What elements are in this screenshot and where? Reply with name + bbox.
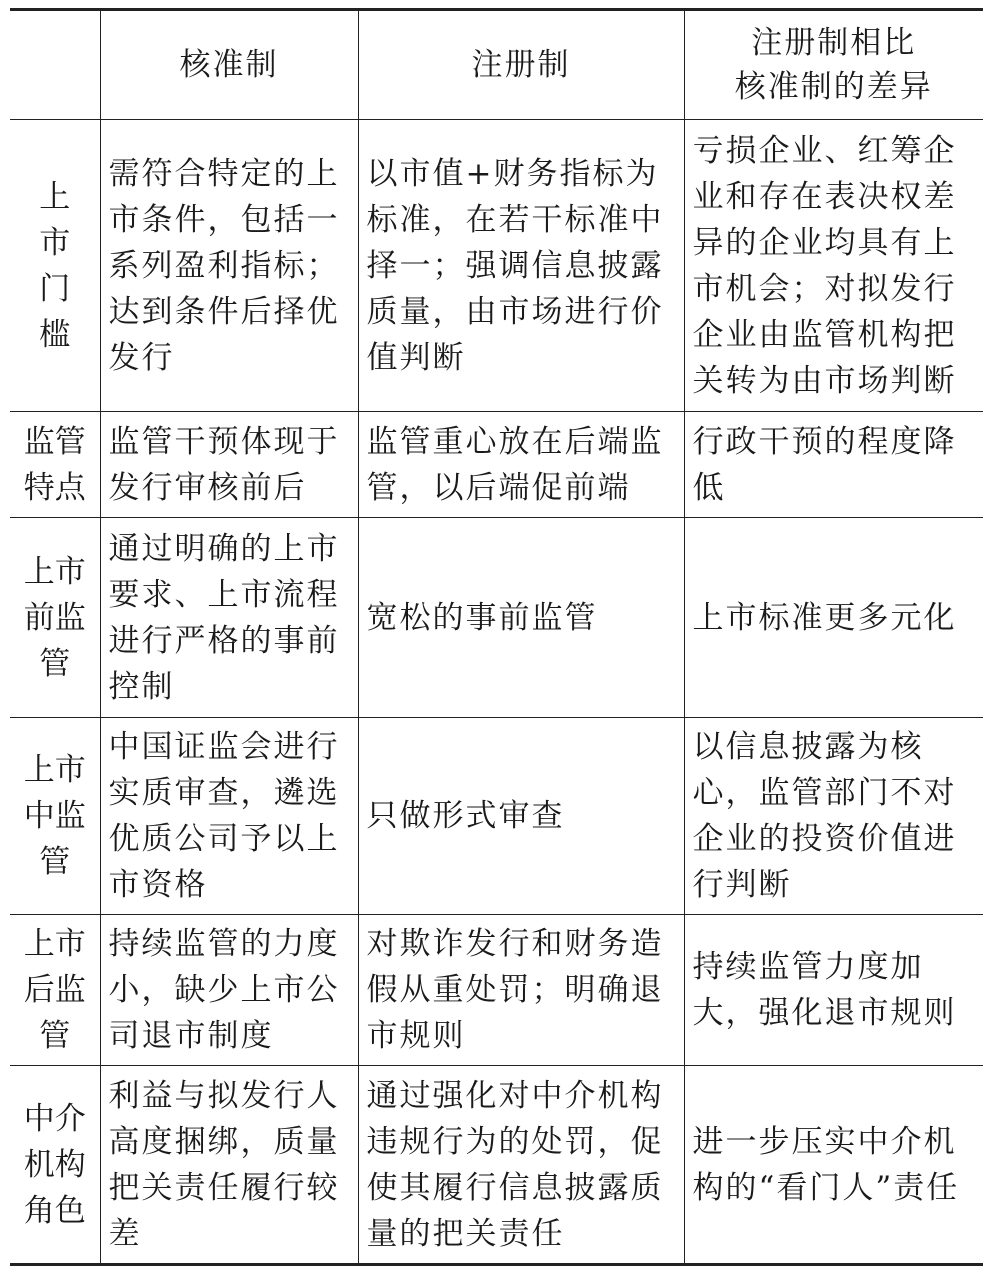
table-cell: 进一步压实中介机构的“看门人”责任 — [684, 1066, 983, 1265]
table-cell: 以信息披露为核心，监管部门不对企业的投资价值进行判断 — [684, 718, 983, 915]
table-cell: 利益与拟发行人高度捆绑，质量把关责任履行较差 — [100, 1066, 358, 1265]
row-label: 上 市 门 槛 — [10, 120, 100, 412]
header-cell-approval-system: 核准制 — [100, 10, 358, 120]
header-cell-corner — [10, 10, 100, 120]
row-label: 中介 机构 角色 — [10, 1066, 100, 1265]
table-cell: 宽松的事前监管 — [358, 518, 684, 718]
header-cell-registration-system: 注册制 — [358, 10, 684, 120]
row-label: 上市 前监 管 — [10, 518, 100, 718]
header-cell-difference: 注册制相比 核准制的差异 — [684, 10, 983, 120]
table-row — [10, 1066, 983, 1265]
table-cell: 上市标准更多元化 — [684, 518, 983, 718]
table-row — [10, 412, 983, 518]
table-cell: 需符合特定的上市条件，包括一系列盈利指标；达到条件后择优发行 — [100, 120, 358, 412]
table-cell: 监管重心放在后端监管，以后端促前端 — [358, 412, 684, 518]
table-cell: 亏损企业、红筹企业和存在表决权差异的企业均具有上市机会；对拟发行企业由监管机构把关转为由市场判断 — [684, 120, 983, 412]
row-label: 上市 中监 管 — [10, 718, 100, 915]
table-cell: 只做形式审查 — [358, 718, 684, 915]
table-cell: 中国证监会进行实质审查，遴选优质公司予以上市资格 — [100, 718, 358, 915]
comparison-table — [10, 8, 983, 1266]
table-row — [10, 915, 983, 1066]
table-cell: 监管干预体现于发行审核前后 — [100, 412, 358, 518]
table-row — [10, 718, 983, 915]
header-row — [10, 10, 983, 120]
table-row — [10, 120, 983, 412]
table-row — [10, 518, 983, 718]
row-label: 监管 特点 — [10, 412, 100, 518]
row-label: 上市 后监 管 — [10, 915, 100, 1066]
table-cell: 通过强化对中介机构违规行为的处罚，促使其履行信息披露质量的把关责任 — [358, 1066, 684, 1265]
table-cell: 对欺诈发行和财务造假从重处罚；明确退市规则 — [358, 915, 684, 1066]
table-cell: 行政干预的程度降低 — [684, 412, 983, 518]
table-cell: 持续监管的力度小，缺少上市公司退市制度 — [100, 915, 358, 1066]
table-cell: 持续监管力度加大，强化退市规则 — [684, 915, 983, 1066]
table-cell: 以市值+财务指标为标准，在若干标准中择一；强调信息披露质量，由市场进行价值判断 — [358, 120, 684, 412]
table-cell: 通过明确的上市要求、上市流程进行严格的事前控制 — [100, 518, 358, 718]
